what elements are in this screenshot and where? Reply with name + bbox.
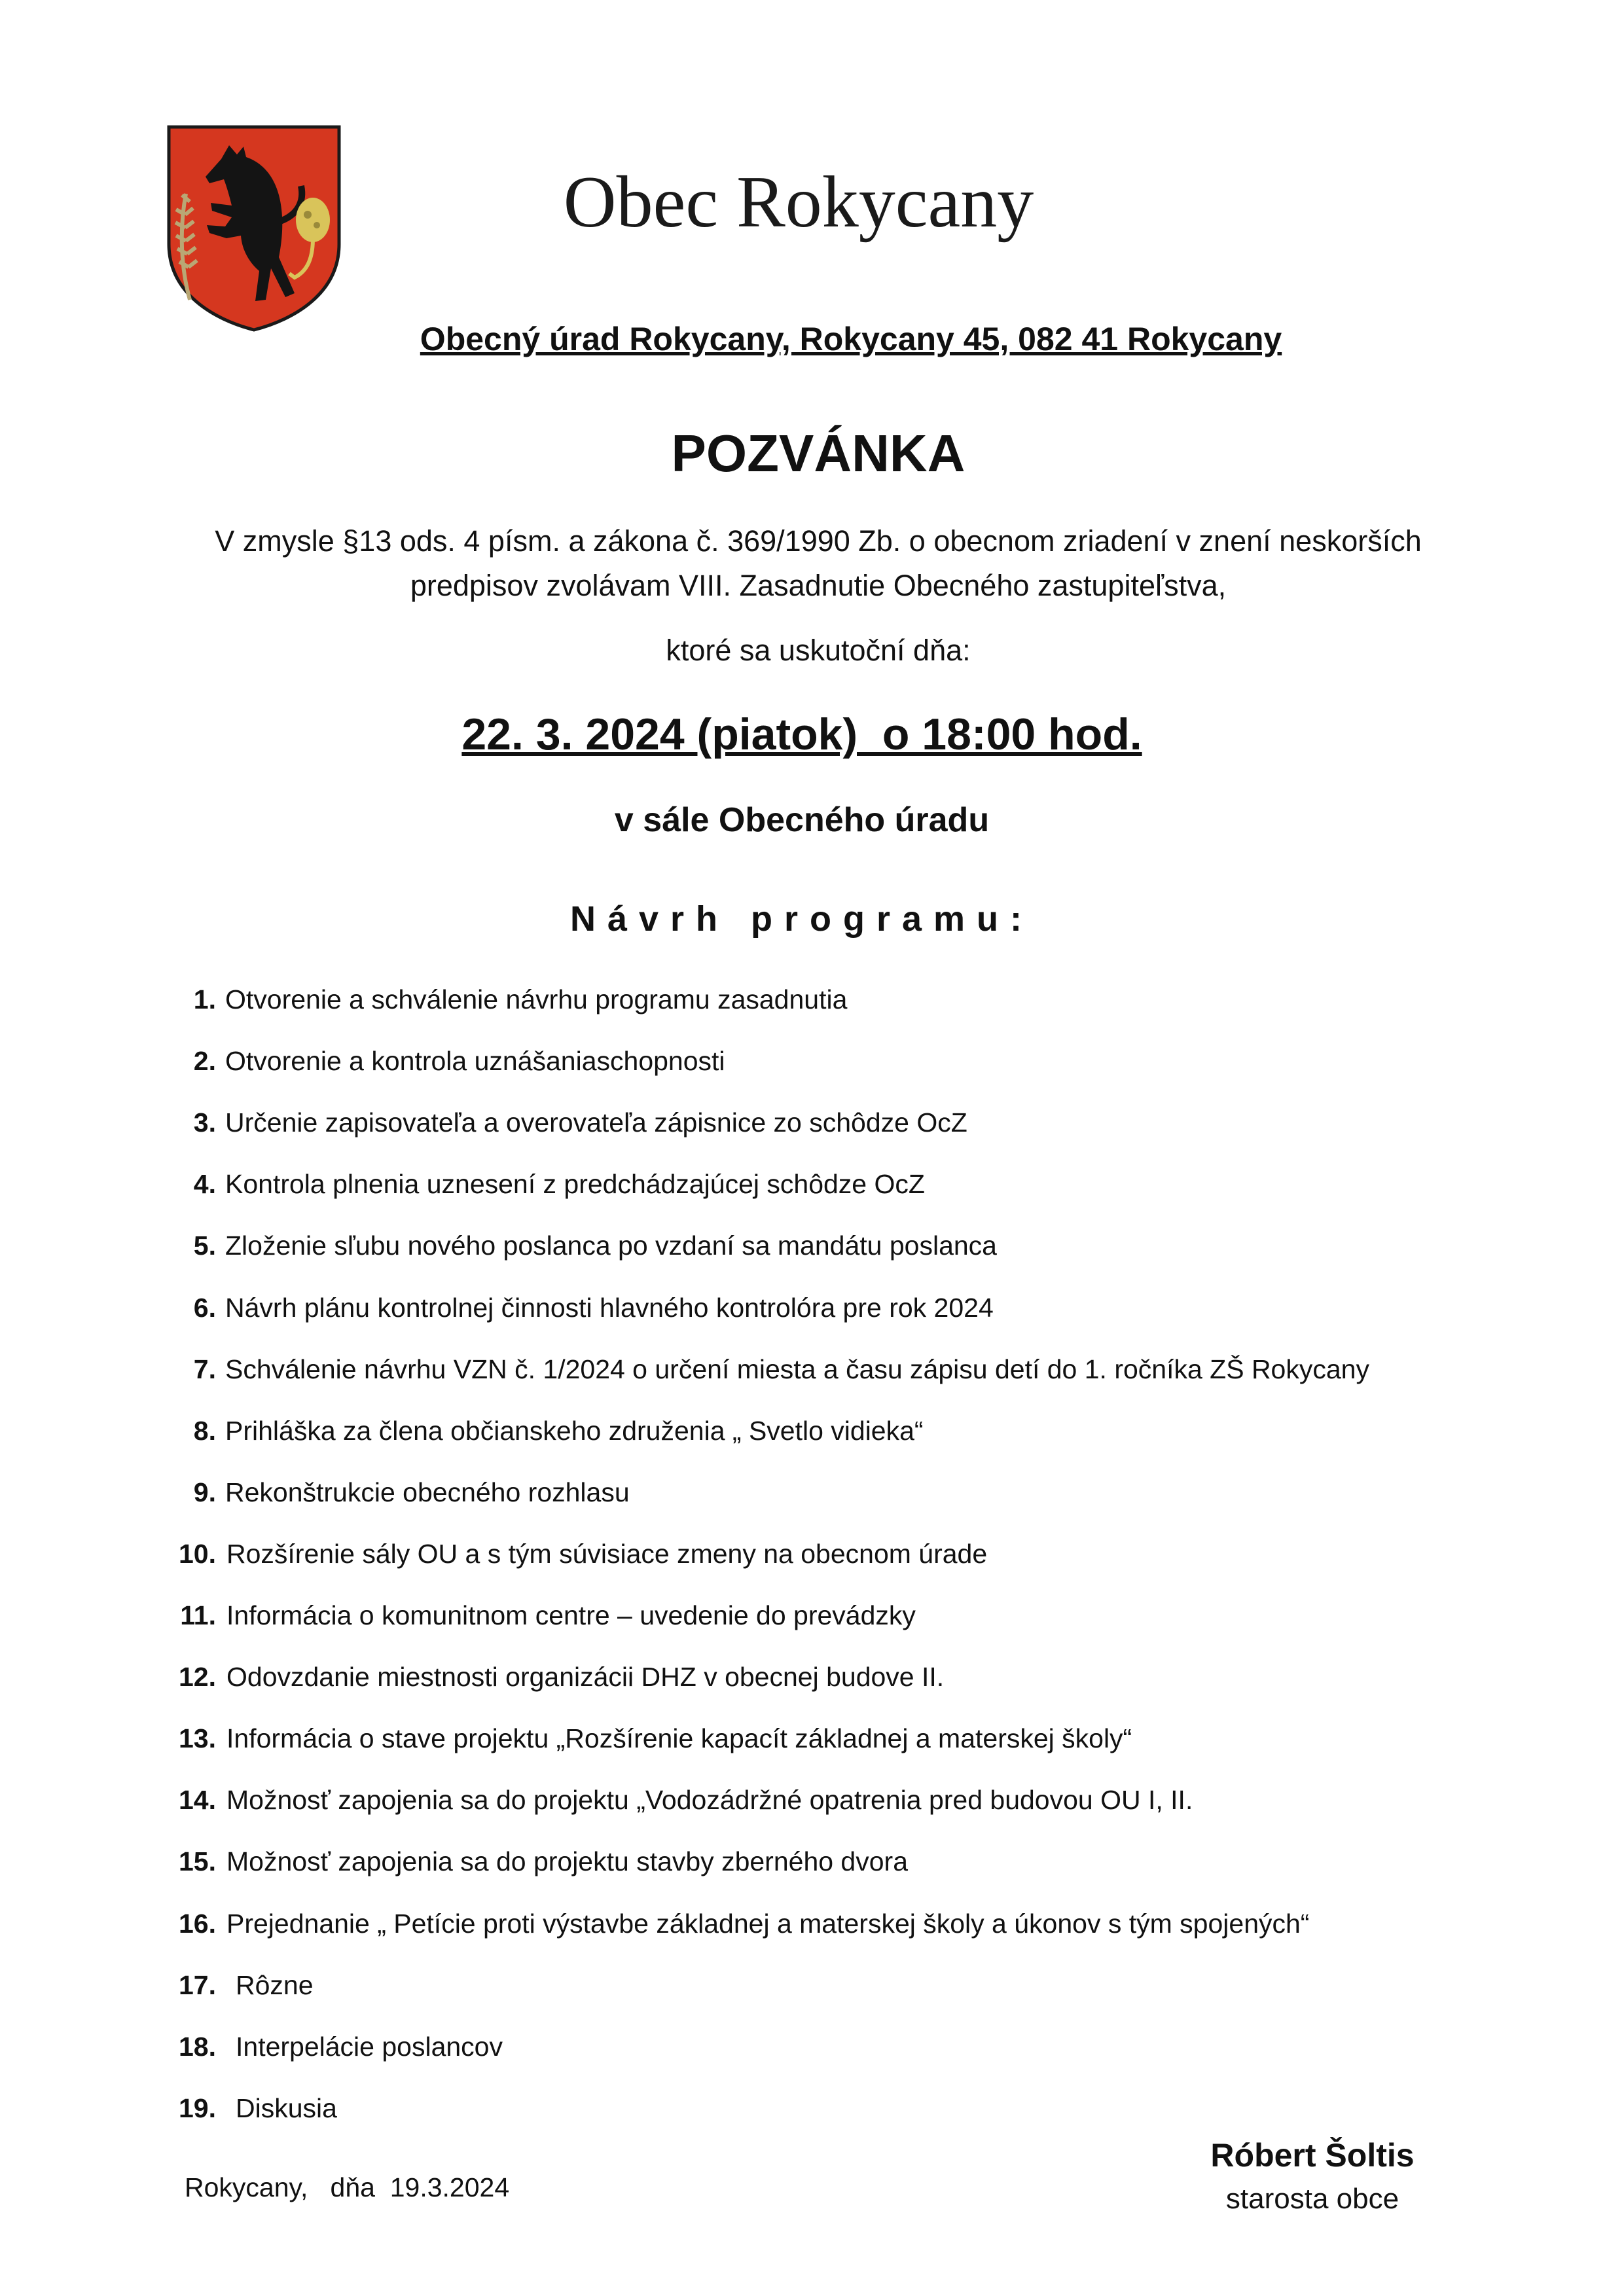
agenda-item-number: 6.: [193, 1293, 216, 1323]
agenda-item: [170, 1534, 1479, 1573]
agenda-item-text: Kontrola plnenia uznesení z predchádzajúcej schôdze OcZ: [225, 1169, 925, 1199]
agenda-item-number: 19.: [179, 2093, 216, 2123]
agenda-item-text: Určenie zapisovateľa a overovateľa zápisnice zo schôdze OcZ: [225, 1107, 967, 1138]
agenda-item: [170, 1350, 1479, 1389]
agenda-item-number: 12.: [179, 1662, 216, 1692]
agenda-item: [170, 1780, 1479, 1820]
agenda-item: [170, 1288, 1479, 1327]
agenda-item-text: Možnosť zapojenia sa do projektu stavby zberného dvora: [226, 1846, 908, 1876]
agenda-item-text: Prejednanie „ Petície proti výstavbe základnej a materskej školy a úkonov s tým spojených“: [226, 1909, 1310, 1939]
agenda-item-text: Interpelácie poslancov: [236, 2032, 503, 2062]
agenda-item-text: Odovzdanie miestnosti organizácii DHZ v obecnej budove II.: [226, 1662, 945, 1692]
meeting-date-time: 22. 3. 2024 (piatok) o 18:00 hod.: [461, 709, 1142, 759]
agenda-item-text: Návrh plánu kontrolnej činnosti hlavného kontrolóra pre rok 2024: [225, 1293, 994, 1323]
agenda-item-number: 8.: [193, 1416, 216, 1446]
agenda-item-number: 16.: [179, 1909, 216, 1939]
agenda-item-number: 14.: [179, 1785, 216, 1815]
agenda-item-number: 13.: [179, 1723, 216, 1753]
agenda-item: [170, 1041, 1479, 1081]
agenda-item-number: 18.: [179, 2032, 216, 2062]
agenda-item-number: 10.: [179, 1539, 216, 1569]
agenda-item-number: 2.: [193, 1046, 216, 1076]
agenda-item-text: Informácia o komunitnom centre – uvedenie do prevádzky: [226, 1600, 916, 1630]
intro-line: predpisov zvolávam VIII. Zasadnutie Obecného zastupiteľstva,: [410, 569, 1227, 602]
agenda-item-number: 11.: [180, 1600, 216, 1630]
agenda-item: [170, 980, 1479, 1019]
agenda-item: [170, 1904, 1479, 1943]
agenda-item: [170, 1411, 1479, 1450]
agenda-item-text: Zloženie sľubu nového poslanca po vzdaní sa mandátu poslanca: [225, 1230, 997, 1261]
agenda-item-number: 17.: [179, 1970, 216, 2000]
agenda-item-text: Rozšírenie sály OU a s tým súvisiace zmeny na obecnom úrade: [226, 1539, 988, 1569]
agenda-item-text: Rôzne: [236, 1970, 314, 2000]
agenda-item-number: 4.: [193, 1169, 216, 1199]
agenda-item-number: 9.: [193, 1477, 216, 1507]
agenda-item: [170, 1719, 1479, 1758]
agenda-item-text: Možnosť zapojenia sa do projektu „Vodozádržné opatrenia pred budovou OU I, II.: [226, 1785, 1193, 1815]
agenda-item: [170, 1164, 1479, 1204]
agenda-item-number: 15.: [179, 1846, 216, 1876]
intro-paragraph: [164, 519, 1473, 608]
agenda-item-text: Otvorenie a kontrola uznášaniaschopnosti: [225, 1046, 725, 1076]
office-address: Obecný úrad Rokycany, Rokycany 45, 082 41 Rokycany: [420, 321, 1282, 357]
signer-name: Róbert Šoltis: [1210, 2137, 1415, 2174]
agenda-item-number: 7.: [193, 1354, 216, 1384]
invitation-title: POZVÁNKA: [671, 424, 965, 482]
agenda-item-text: Rekonštrukcie obecného rozhlasu: [225, 1477, 630, 1507]
agenda-item: [170, 2089, 1479, 2128]
signer-role: starosta obce: [1225, 2183, 1399, 2215]
meeting-venue: v sále Obecného úradu: [614, 801, 990, 839]
agenda-item: [170, 1657, 1479, 1696]
agenda-item: [170, 1103, 1479, 1142]
agenda-item: [170, 1473, 1479, 1512]
agenda-item: [170, 1842, 1479, 1881]
place-and-date: Rokycany, dňa 19.3.2024: [185, 2172, 510, 2202]
agenda-item-text: Diskusia: [236, 2093, 337, 2123]
agenda-item: [170, 1596, 1479, 1635]
agenda-item: [170, 1226, 1479, 1265]
agenda-item-text: Schválenie návrhu VZN č. 1/2024 o určení miesta a času zápisu detí do 1. ročníka ZŠ Rokycany: [225, 1354, 1369, 1384]
coat-of-arms: [164, 123, 344, 332]
agenda-item: [170, 2027, 1479, 2066]
program-heading: Návrh programu:: [569, 899, 1034, 939]
intro-line: V zmysle §13 ods. 4 písm. a zákona č. 369/1990 Zb. o obecnom zriadení v znení neskorších: [215, 524, 1422, 558]
agenda-item-text: Informácia o stave projektu „Rozšírenie kapacít základnej a materskej školy“: [226, 1723, 1132, 1753]
agenda-item: [170, 1965, 1479, 2005]
agenda-item-text: Prihláška za člena občianskeho združenia „ Svetlo vidieka“: [225, 1416, 924, 1446]
when-intro: ktoré sa uskutoční dňa:: [666, 634, 971, 667]
agenda-item-text: Otvorenie a schválenie návrhu programu zasadnutia: [225, 984, 848, 1014]
agenda-item-number: 5.: [193, 1230, 216, 1261]
municipality-name: Obec Rokycany: [563, 162, 1034, 243]
agenda-item-number: 1.: [193, 984, 216, 1014]
agenda-item-number: 3.: [193, 1107, 216, 1138]
